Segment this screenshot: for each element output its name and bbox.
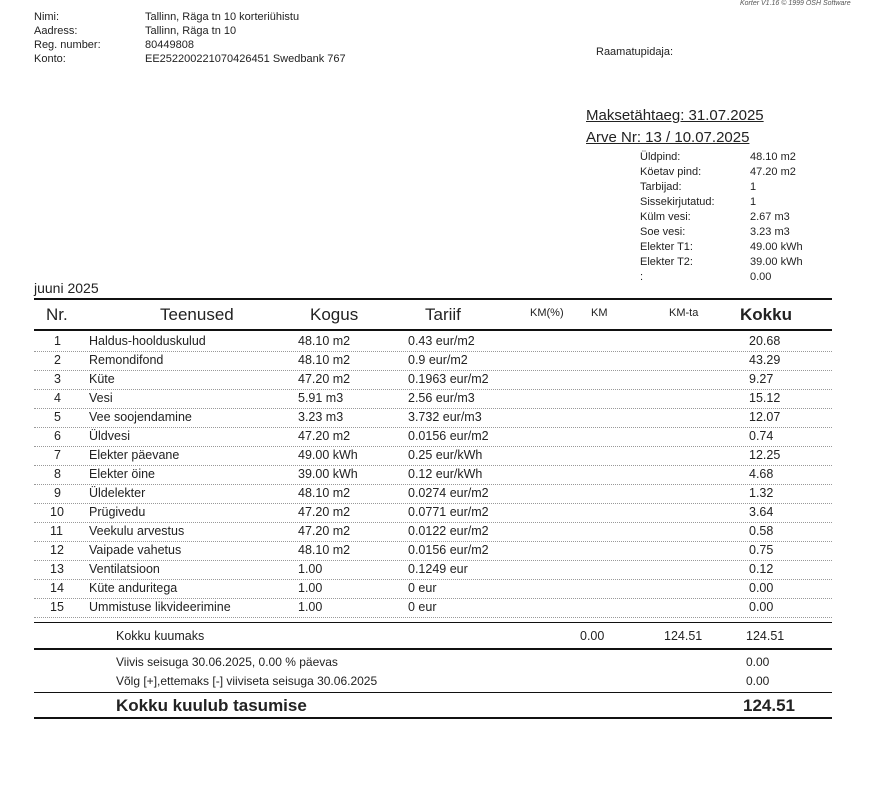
value-reg-number: 80449808 bbox=[145, 39, 194, 51]
meta-label: Tarbijad: bbox=[640, 181, 682, 193]
accountant-label: Raamatupidaja: bbox=[596, 46, 674, 58]
meta-value: 47.20 m2 bbox=[750, 166, 796, 178]
meta-value: 1 bbox=[750, 181, 757, 193]
body-bottom-rule bbox=[34, 622, 832, 623]
debt-value: 0.00 bbox=[746, 674, 770, 688]
col-service: Teenused bbox=[160, 305, 234, 324]
software-note: Korter V1.16 © 1999 OSH Software bbox=[740, 0, 851, 7]
table-row: 1 Haldus-hoolduskulud 48.10 m2 0.43 eur/m2 20.68 bbox=[34, 332, 832, 352]
meta-value: 49.00 kWh bbox=[750, 241, 803, 253]
penalty-value: 0.00 bbox=[746, 655, 770, 669]
meta-value: 2.67 m3 bbox=[750, 211, 790, 223]
meta-value: 1 bbox=[750, 196, 757, 208]
table-row: 4 Vesi 5.91 m3 2.56 eur/m3 15.12 bbox=[34, 389, 832, 409]
table-row: 7 Elekter päevane 49.00 kWh 0.25 eur/kWh 12.25 bbox=[34, 446, 832, 466]
meta-label: Sissekirjutatud: bbox=[640, 196, 715, 208]
meta-label: Elekter T2: bbox=[640, 256, 693, 268]
meta-value: 3.23 m3 bbox=[750, 226, 790, 238]
col-nr: Nr. bbox=[46, 305, 68, 324]
table-row: 8 Elekter öine 39.00 kWh 0.12 eur/kWh 4.68 bbox=[34, 465, 832, 485]
meta-label: Üldpind: bbox=[640, 151, 681, 163]
table-row: 11 Veekulu arvestus 47.20 m2 0.0122 eur/m2 0.58 bbox=[34, 522, 832, 542]
table-row: 3 Küte 47.20 m2 0.1963 eur/m2 9.27 bbox=[34, 370, 832, 390]
due-date: Maksetähtaeg: 31.07.2025 bbox=[586, 107, 764, 124]
col-net: KM-ta bbox=[669, 307, 699, 319]
monthly-label: Kokku kuumaks bbox=[116, 629, 205, 643]
label-name: Nimi: bbox=[34, 11, 60, 23]
invoice-number: Arve Nr: 13 / 10.07.2025 bbox=[586, 129, 750, 146]
table-row: 2 Remondifond 48.10 m2 0.9 eur/m2 43.29 bbox=[34, 351, 832, 371]
table-row: 5 Vee soojendamine 3.23 m3 3.732 eur/m3 12.07 bbox=[34, 408, 832, 428]
col-qty: Kogus bbox=[310, 305, 359, 324]
monthly-vat: 0.00 bbox=[580, 629, 605, 643]
col-vat: KM bbox=[591, 307, 608, 319]
header-bottom-rule bbox=[34, 329, 832, 331]
table-row: 15 Ummistuse likvideerimine 1.00 0 eur 0.00 bbox=[34, 598, 832, 618]
header-top-rule bbox=[34, 298, 832, 300]
meta-value: 48.10 m2 bbox=[750, 151, 796, 163]
meta-value: 0.00 bbox=[750, 271, 772, 283]
table-row: 10 Prügivedu 47.20 m2 0.0771 eur/m2 3.64 bbox=[34, 503, 832, 523]
table-row: 12 Vaipade vahetus 48.10 m2 0.0156 eur/m2 0.75 bbox=[34, 541, 832, 561]
table-row: 6 Üldvesi 47.20 m2 0.0156 eur/m2 0.74 bbox=[34, 427, 832, 447]
debt-label: Võlg [+],ettemaks [-] viiviseta seisuga 30.06.2025 bbox=[116, 674, 378, 688]
monthly-total: 124.51 bbox=[746, 629, 785, 643]
col-vat-pct: KM(%) bbox=[530, 307, 564, 319]
meta-label: Soe vesi: bbox=[640, 226, 686, 238]
label-address: Aadress: bbox=[34, 25, 78, 37]
meta-label: Köetav pind: bbox=[640, 166, 702, 178]
meta-label: Külm vesi: bbox=[640, 211, 691, 223]
meta-label: Elekter T1: bbox=[640, 241, 693, 253]
period: juuni 2025 bbox=[34, 280, 99, 296]
col-total: Kokku bbox=[740, 305, 792, 324]
table-row: 14 Küte anduritega 1.00 0 eur 0.00 bbox=[34, 579, 832, 599]
value-address: Tallinn, Räga tn 10 bbox=[145, 25, 237, 37]
penalty-label: Viivis seisuga 30.06.2025, 0.00 % päevas bbox=[116, 655, 338, 669]
grand-total-value: 124.51 bbox=[743, 696, 795, 715]
col-tariff: Tariif bbox=[425, 305, 461, 324]
label-account: Konto: bbox=[34, 53, 66, 65]
value-name: Tallinn, Räga tn 10 korteriühistu bbox=[145, 11, 300, 23]
debt-rule bbox=[34, 692, 832, 693]
meta-label: : bbox=[640, 271, 644, 283]
table-row: 13 Ventilatsioon 1.00 0.1249 eur 0.12 bbox=[34, 560, 832, 580]
monthly-rule bbox=[34, 648, 832, 650]
label-reg-number: Reg. number: bbox=[34, 39, 101, 51]
grand-total-label: Kokku kuulub tasumise bbox=[116, 696, 307, 715]
value-account: EE252200221070426451 Swedbank 767 bbox=[145, 53, 346, 65]
grand-total-rule bbox=[34, 717, 832, 719]
monthly-net: 124.51 bbox=[664, 629, 703, 643]
meta-value: 39.00 kWh bbox=[750, 256, 803, 268]
table-row: 9 Üldelekter 48.10 m2 0.0274 eur/m2 1.32 bbox=[34, 484, 832, 504]
